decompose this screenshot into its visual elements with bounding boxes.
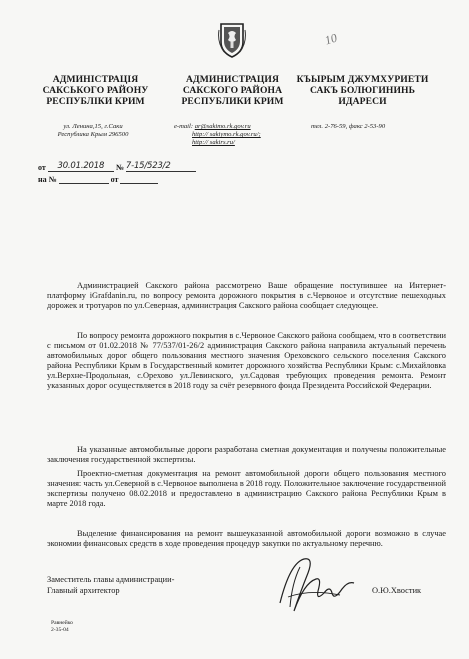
header-russian: АДМИНИСТРАЦИЯ САКСКОГО РАЙОНА РЕСПУБЛИКИ КРИМ	[181, 74, 284, 107]
paragraph-estimates: На указанные автомобильные дороги разработана сметная документация и получены положительные заключения государственной экспертизы.	[47, 445, 446, 465]
header-ukrainian: АДМИНІСТРАЦІЯ САКСЬКОГО РАЙОНУ РЕСПУБЛІКИ КРИМ	[42, 74, 149, 107]
coat-of-arms-icon	[218, 20, 246, 58]
executor-info: Равнейко 2-35-04	[51, 620, 73, 633]
registration-to-line: на № от	[38, 174, 158, 184]
paragraph-intro: Администрацией Сакского района рассмотрено Ваше обращение поступившее на Интернет-платформу iGrafdanin.ru, по вопросу ремонта дорожного покрытия в с.Червоное и отсутствие пешеходных дорожек и тротуаров по ул.Северная, администрация Сакского района сообщает следующее.	[47, 281, 446, 311]
online-contacts: e-mail: ar@sakimo.rk.gov.ru http:// sakiymo.rk.gov.ru/; http:// sakirs.ru/	[174, 123, 294, 147]
signatory-name: О.Ю.Хвостик	[372, 586, 422, 595]
handwritten-signature	[270, 553, 360, 623]
paragraph-design: Проектно-сметная документация на ремонт автомобильной дороги общего пользования местного значения: часть ул.Северной в с.Червоное выполнена в 2018 году. Положительное заключение государственной экспертизы получено 08.02.2018 и предоставлено в администрацию Сакского района Республики Крым в марте 2018 года.	[47, 469, 446, 509]
handwritten-corner-mark: 10	[322, 30, 339, 48]
phone-fax: тел. 2-76-59, факс 2-53-90	[311, 123, 386, 130]
registration-date: 30.01.2018	[48, 161, 114, 172]
website-link-1[interactable]: http:// sakiymo.rk.gov.ru/;	[192, 131, 261, 138]
email-link[interactable]: ar@sakimo.rk.gov.ru	[194, 123, 251, 130]
address-block: ул. Ленина,15, г.Саки Республика Крым 296500	[57, 123, 129, 138]
registration-number: 7-15/523/2	[126, 161, 196, 172]
paragraph-financing: Выделение финансирования на ремонт вышеуказанной автомобильной дороги возможно в случае экономии финансовых средств в ходе проведения процедур закупки по актуальному перечню.	[47, 529, 446, 549]
paragraph-roads: По вопросу ремонта дорожного покрытия в с.Червоное Сакского района сообщаем, что в соответствии с письмом от 01.02.2018 № 77/537/01-26/2 администрация Сакского района направила актуальный перечень автомобильных дорог общего пользования местного значения Ореховского сельского поселения Сакского района Республики Крым в Государственный комитет дорожного хозяйства Республики Крым: с.Михайловка ул.Верхне-Продольная, с.Орехово ул.Левинского, ул.Садовая требующих проведения ремонта. Ремонт указанных дорог осуществляется в 2018 году за счёт резервного фонда Президента Российской Федерации.	[47, 331, 446, 391]
website-link-2[interactable]: http:// sakirs.ru/	[192, 139, 235, 146]
header-crimean-tatar: КЪЫРЫМ ДЖУМХУРИЕТИ САКЪ БОЛЮГИНИНЬ ИДАРЕСИ	[296, 74, 429, 107]
registration-from-line: от 30.01.2018 № 7-15/523/2	[38, 161, 196, 172]
signatory-position: Заместитель главы администрации- Главный архитектор	[47, 575, 175, 595]
